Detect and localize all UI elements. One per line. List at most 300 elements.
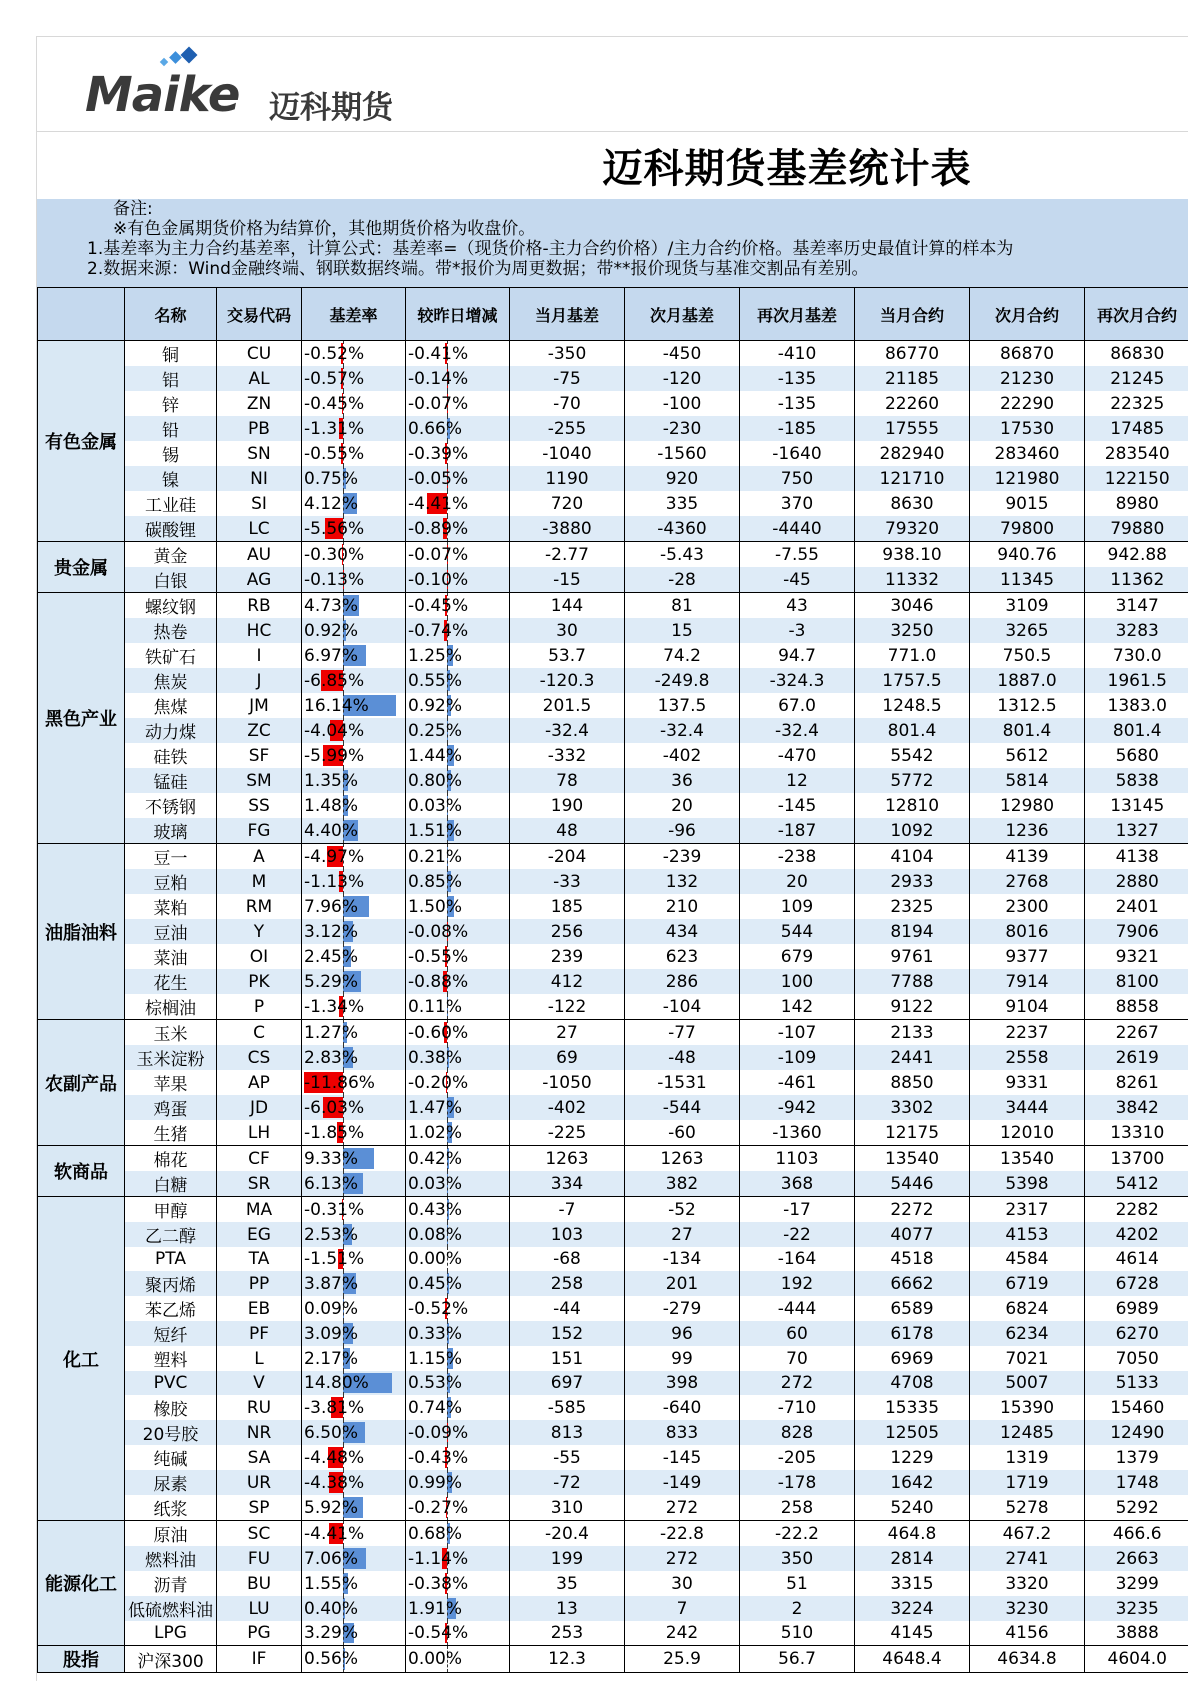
table-row	[38, 1247, 1188, 1271]
category-cell: 能源化工	[38, 1521, 125, 1646]
table-row	[38, 743, 1188, 768]
basis-month-2-cell: 15	[625, 618, 740, 643]
change-value: -0.45%	[406, 596, 468, 616]
basis-rate-value: 7.96%	[302, 897, 358, 917]
trade-code-cell: TA	[217, 1247, 302, 1271]
basis-month-1-cell: 152	[510, 1321, 625, 1346]
change-cell	[406, 869, 510, 894]
contract-month-3-cell: 17485	[1085, 416, 1188, 441]
basis-month-2-cell: -544	[625, 1095, 740, 1120]
commodity-name-cell: 铁矿石	[125, 643, 217, 668]
basis-month-3-cell: 109	[740, 894, 855, 919]
table-row	[38, 1420, 1188, 1445]
contract-month-3-cell: 8100	[1085, 969, 1188, 994]
basis-rate-value: 7.06%	[302, 1549, 358, 1569]
basis-month-2-cell: -134	[625, 1247, 740, 1271]
basis-month-3-cell: -145	[740, 793, 855, 818]
contract-month-3-cell: 11362	[1085, 567, 1188, 593]
basis-month-1-cell: -332	[510, 743, 625, 768]
basis-month-3-cell: -178	[740, 1470, 855, 1495]
trade-code-cell: FU	[217, 1546, 302, 1571]
contract-month-3-cell: 7906	[1085, 919, 1188, 944]
trade-code-cell: C	[217, 1020, 302, 1046]
contract-month-2-cell: 2741	[970, 1546, 1085, 1571]
col-header-category	[38, 288, 125, 341]
contract-month-2-cell: 2317	[970, 1197, 1085, 1223]
commodity-name-cell: 碳酸锂	[125, 516, 217, 542]
basis-rate-value: -1.85%	[302, 1123, 364, 1143]
basis-month-2-cell: 96	[625, 1321, 740, 1346]
trade-code-cell: Y	[217, 919, 302, 944]
category-cell: 黑色产业	[38, 593, 125, 844]
basis-rate-value: 5.92%	[302, 1498, 358, 1518]
contract-month-3-cell: 122150	[1085, 466, 1188, 491]
contract-month-3-cell: 12490	[1085, 1420, 1188, 1445]
basis-month-1-cell: -3880	[510, 516, 625, 542]
contract-month-3-cell: 4202	[1085, 1222, 1188, 1247]
contract-month-1-cell: 5446	[855, 1171, 970, 1197]
basis-month-3-cell: -461	[740, 1070, 855, 1095]
basis-rate-value: 0.75%	[302, 469, 358, 489]
trade-code-cell: EG	[217, 1222, 302, 1247]
change-cell	[406, 366, 510, 391]
basis-rate-cell	[302, 919, 406, 944]
trade-code-cell: PF	[217, 1321, 302, 1346]
change-value: -0.08%	[406, 922, 468, 942]
basis-rate-value: -4.48%	[302, 1448, 364, 1468]
basis-month-2-cell: -77	[625, 1020, 740, 1046]
divider	[37, 131, 1188, 132]
basis-rate-cell	[302, 1146, 406, 1172]
contract-month-3-cell: 801.4	[1085, 718, 1188, 743]
change-value: -0.09%	[406, 1423, 468, 1443]
basis-rate-value: -1.31%	[302, 419, 364, 439]
basis-rate-cell	[302, 618, 406, 643]
contract-month-2-cell: 21230	[970, 366, 1085, 391]
change-value: -4.41%	[406, 494, 468, 514]
basis-month-1-cell: 185	[510, 894, 625, 919]
basis-month-1-cell: 201.5	[510, 693, 625, 718]
change-cell	[406, 793, 510, 818]
change-cell	[406, 1197, 510, 1223]
table-row	[38, 1646, 1188, 1673]
basis-month-2-cell: -402	[625, 743, 740, 768]
change-cell	[406, 416, 510, 441]
basis-month-2-cell: -239	[625, 844, 740, 870]
change-cell	[406, 1146, 510, 1172]
contract-month-3-cell: 730.0	[1085, 643, 1188, 668]
commodity-name-cell: 沪深300	[125, 1646, 217, 1673]
table-row	[38, 416, 1188, 441]
basis-rate-value: -3.81%	[302, 1398, 364, 1418]
commodity-name-cell: 铝	[125, 366, 217, 391]
table-body	[38, 341, 1188, 1673]
change-cell	[406, 1247, 510, 1271]
basis-rate-value: -0.57%	[302, 369, 364, 389]
change-value: -0.14%	[406, 369, 468, 389]
change-cell	[406, 1395, 510, 1420]
contract-month-3-cell: 3235	[1085, 1596, 1188, 1621]
trade-code-cell: SI	[217, 491, 302, 516]
category-cell: 贵金属	[38, 542, 125, 593]
contract-month-1-cell: 21185	[855, 366, 970, 391]
basis-rate-value: -0.31%	[302, 1200, 364, 1220]
contract-month-1-cell: 2814	[855, 1546, 970, 1571]
contract-month-2-cell: 5007	[970, 1371, 1085, 1395]
contract-month-3-cell: 8980	[1085, 491, 1188, 516]
contract-month-1-cell: 2272	[855, 1197, 970, 1223]
basis-month-2-cell: -230	[625, 416, 740, 441]
contract-month-3-cell: 466.6	[1085, 1521, 1188, 1547]
change-cell	[406, 466, 510, 491]
contract-month-2-cell: 6824	[970, 1296, 1085, 1321]
basis-rate-cell	[302, 743, 406, 768]
notes-block	[37, 199, 1188, 287]
change-cell	[406, 1222, 510, 1247]
basis-rate-value: -1.51%	[302, 1249, 364, 1269]
col-header-basis-rate: 基差率	[302, 288, 406, 341]
basis-month-3-cell: 828	[740, 1420, 855, 1445]
trade-code-cell: UR	[217, 1470, 302, 1495]
basis-rate-value: -5.56%	[302, 519, 364, 539]
contract-month-2-cell: 1236	[970, 818, 1085, 844]
basis-month-1-cell: -75	[510, 366, 625, 391]
table-row	[38, 1222, 1188, 1247]
basis-rate-cell	[302, 643, 406, 668]
contract-month-3-cell: 6270	[1085, 1321, 1188, 1346]
basis-month-2-cell: -100	[625, 391, 740, 416]
table-row	[38, 1346, 1188, 1371]
change-cell	[406, 1045, 510, 1070]
commodity-name-cell: 焦炭	[125, 668, 217, 693]
contract-month-3-cell: 2663	[1085, 1546, 1188, 1571]
basis-month-2-cell: 272	[625, 1546, 740, 1571]
commodity-name-cell: 原油	[125, 1521, 217, 1547]
basis-rate-cell	[302, 1045, 406, 1070]
contract-month-1-cell: 13540	[855, 1146, 970, 1172]
commodity-name-cell: 低硫燃料油	[125, 1596, 217, 1621]
basis-month-3-cell: 192	[740, 1271, 855, 1296]
basis-month-1-cell: -402	[510, 1095, 625, 1120]
change-value: 1.44%	[406, 746, 462, 766]
change-cell	[406, 668, 510, 693]
table-row	[38, 1521, 1188, 1547]
basis-rate-value: 1.48%	[302, 796, 358, 816]
trade-code-cell: FG	[217, 818, 302, 844]
change-cell	[406, 1596, 510, 1621]
contract-month-2-cell: 283460	[970, 441, 1085, 466]
contract-month-2-cell: 1319	[970, 1445, 1085, 1470]
contract-month-1-cell: 12505	[855, 1420, 970, 1445]
contract-month-2-cell: 12980	[970, 793, 1085, 818]
contract-month-3-cell: 4138	[1085, 844, 1188, 870]
contract-month-2-cell: 4156	[970, 1621, 1085, 1646]
change-value: 0.38%	[406, 1048, 462, 1068]
basis-month-3-cell: -107	[740, 1020, 855, 1046]
commodity-name-cell: 沥青	[125, 1571, 217, 1596]
contract-month-1-cell: 11332	[855, 567, 970, 593]
trade-code-cell: RM	[217, 894, 302, 919]
basis-month-1-cell: -1050	[510, 1070, 625, 1095]
trade-code-cell: I	[217, 643, 302, 668]
basis-rate-value: 0.09%	[302, 1299, 358, 1319]
basis-month-3-cell: -3	[740, 618, 855, 643]
basis-rate-cell	[302, 1296, 406, 1321]
change-value: -0.27%	[406, 1498, 468, 1518]
basis-rate-cell	[302, 542, 406, 568]
change-cell	[406, 1521, 510, 1547]
change-value: 1.51%	[406, 821, 462, 841]
change-cell	[406, 491, 510, 516]
commodity-name-cell: 动力煤	[125, 718, 217, 743]
contract-month-1-cell: 12810	[855, 793, 970, 818]
basis-month-2-cell: -52	[625, 1197, 740, 1223]
table-row	[38, 1120, 1188, 1146]
contract-month-3-cell: 9321	[1085, 944, 1188, 969]
basis-month-1-cell: -33	[510, 869, 625, 894]
contract-month-3-cell: 5133	[1085, 1371, 1188, 1395]
trade-code-cell: SN	[217, 441, 302, 466]
basis-month-1-cell: 256	[510, 919, 625, 944]
basis-rate-value: 2.17%	[302, 1349, 358, 1369]
basis-rate-cell	[302, 894, 406, 919]
basis-month-3-cell: 258	[740, 1495, 855, 1521]
contract-month-2-cell: 6719	[970, 1271, 1085, 1296]
change-value: -0.39%	[406, 444, 468, 464]
basis-month-1-cell: 30	[510, 618, 625, 643]
contract-month-1-cell: 282940	[855, 441, 970, 466]
contract-month-2-cell: 11345	[970, 567, 1085, 593]
contract-month-1-cell: 86770	[855, 341, 970, 367]
trade-code-cell: RB	[217, 593, 302, 619]
change-value: -0.07%	[406, 394, 468, 414]
table-row	[38, 391, 1188, 416]
contract-month-1-cell: 5542	[855, 743, 970, 768]
commodity-name-cell: 燃料油	[125, 1546, 217, 1571]
col-header-basis-2: 次月基差	[625, 288, 740, 341]
contract-month-3-cell: 2267	[1085, 1020, 1188, 1046]
commodity-name-cell: 玻璃	[125, 818, 217, 844]
basis-month-2-cell: 833	[625, 1420, 740, 1445]
basis-month-3-cell: 679	[740, 944, 855, 969]
contract-month-2-cell: 467.2	[970, 1521, 1085, 1547]
contract-month-2-cell: 5814	[970, 768, 1085, 793]
basis-rate-value: 9.33%	[302, 1149, 358, 1169]
commodity-name-cell: 苯乙烯	[125, 1296, 217, 1321]
change-value: -0.74%	[406, 621, 468, 641]
contract-month-3-cell: 5680	[1085, 743, 1188, 768]
change-value: 0.53%	[406, 1373, 462, 1393]
basis-month-3-cell: -22	[740, 1222, 855, 1247]
contract-month-2-cell: 801.4	[970, 718, 1085, 743]
contract-month-3-cell: 3888	[1085, 1621, 1188, 1646]
trade-code-cell: SF	[217, 743, 302, 768]
basis-rate-cell	[302, 718, 406, 743]
change-value: -0.07%	[406, 545, 468, 565]
table-row	[38, 844, 1188, 870]
contract-month-3-cell: 86830	[1085, 341, 1188, 367]
contract-month-1-cell: 5772	[855, 768, 970, 793]
basis-rate-cell	[302, 491, 406, 516]
basis-month-2-cell: 210	[625, 894, 740, 919]
basis-month-3-cell: -942	[740, 1095, 855, 1120]
col-header-contract-1: 当月合约	[855, 288, 970, 341]
commodity-name-cell: 螺纹钢	[125, 593, 217, 619]
contract-month-1-cell: 4077	[855, 1222, 970, 1247]
change-value: 1.47%	[406, 1098, 462, 1118]
contract-month-2-cell: 4584	[970, 1247, 1085, 1271]
contract-month-1-cell: 9122	[855, 994, 970, 1020]
basis-rate-value: 3.12%	[302, 922, 358, 942]
basis-rate-cell	[302, 768, 406, 793]
table-row	[38, 1271, 1188, 1296]
change-value: 0.66%	[406, 419, 462, 439]
change-cell	[406, 643, 510, 668]
basis-rate-cell	[302, 1197, 406, 1223]
trade-code-cell: PG	[217, 1621, 302, 1646]
basis-month-3-cell: 750	[740, 466, 855, 491]
basis-month-3-cell: -164	[740, 1247, 855, 1271]
basis-month-1-cell: -2.77	[510, 542, 625, 568]
contract-month-1-cell: 4648.4	[855, 1646, 970, 1673]
basis-month-2-cell: -145	[625, 1445, 740, 1470]
basis-month-1-cell: -7	[510, 1197, 625, 1223]
trade-code-cell: A	[217, 844, 302, 870]
basis-rate-cell	[302, 668, 406, 693]
contract-month-2-cell: 4139	[970, 844, 1085, 870]
basis-rate-value: 0.40%	[302, 1599, 358, 1619]
basis-month-1-cell: -72	[510, 1470, 625, 1495]
basis-month-3-cell: 100	[740, 969, 855, 994]
basis-month-3-cell: -410	[740, 341, 855, 367]
commodity-name-cell: 硅铁	[125, 743, 217, 768]
trade-code-cell: SM	[217, 768, 302, 793]
change-value: -0.43%	[406, 1448, 468, 1468]
basis-month-2-cell: -279	[625, 1296, 740, 1321]
table-row	[38, 1495, 1188, 1521]
change-cell	[406, 1445, 510, 1470]
basis-rate-value: 3.29%	[302, 1623, 358, 1643]
basis-month-1-cell: -585	[510, 1395, 625, 1420]
table-row	[38, 1546, 1188, 1571]
contract-month-3-cell: 22325	[1085, 391, 1188, 416]
change-value: 0.43%	[406, 1200, 462, 1220]
table-row	[38, 542, 1188, 568]
basis-month-3-cell: 1103	[740, 1146, 855, 1172]
change-value: -1.14%	[406, 1549, 468, 1569]
contract-month-2-cell: 2300	[970, 894, 1085, 919]
contract-month-1-cell: 464.8	[855, 1521, 970, 1547]
basis-month-3-cell: 51	[740, 1571, 855, 1596]
contract-month-1-cell: 121710	[855, 466, 970, 491]
commodity-name-cell: 工业硅	[125, 491, 217, 516]
basis-rate-value: -4.38%	[302, 1473, 364, 1493]
basis-rate-value: 2.53%	[302, 1225, 358, 1245]
table-row	[38, 944, 1188, 969]
change-value: 0.11%	[406, 997, 462, 1017]
table-row	[38, 1045, 1188, 1070]
basis-month-1-cell: 697	[510, 1371, 625, 1395]
change-value: 0.42%	[406, 1149, 462, 1169]
change-cell	[406, 1321, 510, 1346]
contract-month-1-cell: 9761	[855, 944, 970, 969]
basis-rate-cell	[302, 1247, 406, 1271]
change-cell	[406, 1070, 510, 1095]
contract-month-2-cell: 7914	[970, 969, 1085, 994]
commodity-name-cell: 花生	[125, 969, 217, 994]
contract-month-1-cell: 3302	[855, 1095, 970, 1120]
trade-code-cell: IF	[217, 1646, 302, 1673]
contract-month-1-cell: 3224	[855, 1596, 970, 1621]
contract-month-3-cell: 5838	[1085, 768, 1188, 793]
basis-rate-cell	[302, 341, 406, 367]
contract-month-1-cell: 22260	[855, 391, 970, 416]
notes-line: ※有色金属期货价格为结算价，其他期货价格为收盘价。	[37, 219, 1188, 239]
change-cell	[406, 718, 510, 743]
change-cell	[406, 1020, 510, 1046]
trade-code-cell: EB	[217, 1296, 302, 1321]
basis-rate-cell	[302, 1070, 406, 1095]
change-cell	[406, 341, 510, 367]
commodity-name-cell: PVC	[125, 1371, 217, 1395]
table-row	[38, 1171, 1188, 1197]
basis-month-1-cell: 412	[510, 969, 625, 994]
contract-month-2-cell: 5398	[970, 1171, 1085, 1197]
basis-month-3-cell: 368	[740, 1171, 855, 1197]
contract-month-3-cell: 15460	[1085, 1395, 1188, 1420]
contract-month-1-cell: 7788	[855, 969, 970, 994]
contract-month-1-cell: 5240	[855, 1495, 970, 1521]
table-row	[38, 1197, 1188, 1223]
basis-month-3-cell: -1640	[740, 441, 855, 466]
contract-month-2-cell: 13540	[970, 1146, 1085, 1172]
basis-month-1-cell: 813	[510, 1420, 625, 1445]
basis-month-3-cell: -135	[740, 391, 855, 416]
basis-month-1-cell: -70	[510, 391, 625, 416]
table-row	[38, 593, 1188, 619]
basis-month-2-cell: 1263	[625, 1146, 740, 1172]
contract-month-1-cell: 801.4	[855, 718, 970, 743]
basis-rate-cell	[302, 793, 406, 818]
basis-month-1-cell: 258	[510, 1271, 625, 1296]
basis-month-2-cell: -32.4	[625, 718, 740, 743]
commodity-name-cell: 橡胶	[125, 1395, 217, 1420]
contract-month-2-cell: 9331	[970, 1070, 1085, 1095]
change-cell	[406, 1495, 510, 1521]
basis-month-1-cell: 239	[510, 944, 625, 969]
contract-month-1-cell: 1642	[855, 1470, 970, 1495]
table-row	[38, 1395, 1188, 1420]
basis-month-3-cell: -7.55	[740, 542, 855, 568]
commodity-name-cell: 棉花	[125, 1146, 217, 1172]
change-cell	[406, 1470, 510, 1495]
table-row	[38, 643, 1188, 668]
basis-rate-value: -4.97%	[302, 847, 364, 867]
contract-month-2-cell: 22290	[970, 391, 1085, 416]
basis-rate-cell	[302, 1171, 406, 1197]
change-cell	[406, 1095, 510, 1120]
trade-code-cell: AU	[217, 542, 302, 568]
basis-month-1-cell: 720	[510, 491, 625, 516]
trade-code-cell: V	[217, 1371, 302, 1395]
commodity-name-cell: 尿素	[125, 1470, 217, 1495]
contract-month-2-cell: 6234	[970, 1321, 1085, 1346]
change-value: -0.05%	[406, 469, 468, 489]
table-row	[38, 1296, 1188, 1321]
commodity-name-cell: LPG	[125, 1621, 217, 1646]
basis-month-2-cell: 36	[625, 768, 740, 793]
basis-month-1-cell: -350	[510, 341, 625, 367]
